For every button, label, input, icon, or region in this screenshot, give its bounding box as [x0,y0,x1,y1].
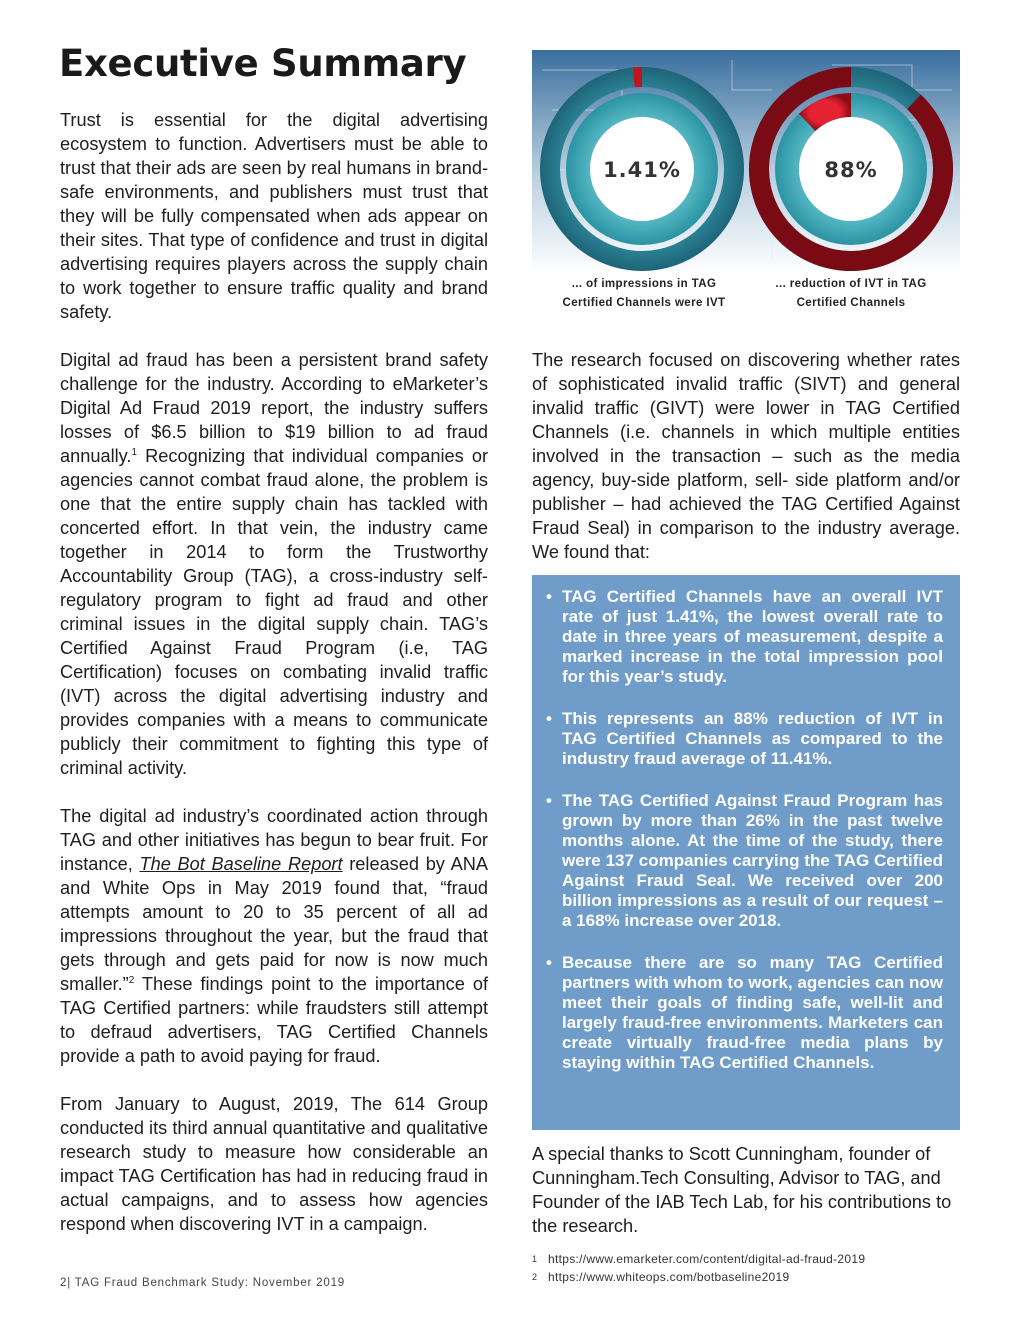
donut2-caption-line1: ... reduction of IVT in TAG [775,278,927,290]
paragraph-trust: Trust is essential for the digital advertising ecosystem to function. Advertisers must be able to trust that their ads are seen by real humans in brand-safe environments, and publishers must trust that they will be fully compensated when ads appear on their sites. That type of confidence and trust in digital advertising requires players across the supply chain to work together to ensure traffic quality and brand safety. [60,110,488,322]
footnote-url-link[interactable]: https://www.emarketer.com/content/digital-ad-fraud-2019 [548,1252,866,1266]
donut1-caption-line2: Certified Channels were IVT [562,297,726,309]
paragraph-coordinated-a: The digital ad industry’s coordinated action through TAG and other initiatives has begun to bear fruit. For instance, [60,806,488,874]
page-title: Executive Summary [59,42,467,85]
donut1-value-label: 1.41% [603,158,681,182]
finding-text: The TAG Certified Against Fraud Program has grown by more than 26% in the past twelve months alone. At the time of the study, there were 137 companies carrying the TAG Certified Against Fraud Seal. We received over 200 billion impressions as a result of our request – a 168% increase over 2018. [562,791,943,930]
donut-infographic [532,50,960,322]
footnote-number: 2 [532,1272,538,1282]
donut-charts [532,50,960,274]
paragraph-ad-fraud-b: Recognizing that individual companies or agencies cannot combat fraud alone, the problem is one that the entire supply chain has tackled with concerted effort. In that vein, the industry came together in 2014 to form the Trustworthy Accountability Group (TAG), a cross-industry self-regulatory program to fight ad fraud and other criminal issues in the digital supply chain. TAG’s Certified Against Fraud Program (i.e, TAG Certification) focuses on combating invalid traffic (IVT) across the digital advertising industry and provides companies with a means to communicate publicly their commitment to fighting this type of criminal activity. [60,446,488,778]
footnotes [532,1250,960,1286]
donut2-caption [746,275,956,313]
footnote-number: 1 [532,1254,538,1264]
paragraph-ad-fraud [60,348,488,780]
bullet-icon: • [546,791,552,810]
bullet-icon: • [546,587,552,606]
footnote-2 [532,1268,960,1286]
finding-item [546,791,943,931]
bullet-icon: • [546,709,552,728]
bullet-icon: • [546,953,552,972]
finding-text: Because there are so many TAG Certified partners with whom to work, agencies can now meet their goals of finding safe, well-lit and largely fraud-free environments. Marketers can create virtually fraud-free media plans by staying within TAG Certified Channels. [562,953,943,1072]
paragraph-research: The research focused on discovering whether rates of sophisticated invalid traffic (SIVT) and general invalid traffic (GIVT) were lower in TAG Certified Channels (i.e. channels in which multiple entities involved in the transaction – such as the media agency, buy-side platform, sell- side platform and/or publisher – had achieved the TAG Certified Against Fraud Seal) in comparison to the industry average. We found that: [532,350,960,562]
right-column [532,348,960,564]
footnote-ref-2: 2 [128,974,135,986]
finding-item [546,587,943,687]
paragraph-ad-fraud-a: Digital ad fraud has been a persistent brand safety challenge for the industry. According to eMarketer’s Digital Ad Fraud 2019 report, the industry suffers losses of $6.5 billion to $19 billion to ad fraud annually. [60,350,488,466]
finding-item [546,709,943,769]
finding-item [546,953,943,1073]
donut1-caption-line1: ... of impressions in TAG [571,278,717,290]
bot-baseline-report-link[interactable]: The Bot Baseline Report [139,854,343,874]
acknowledgement: A special thanks to Scott Cunningham, founder of Cunningham.Tech Consulting, Advisor to TAG, and Founder of the IAB Tech Lab, for his contributions to the research. [532,1144,952,1236]
finding-text: This represents an 88% reduction of IVT in TAG Certified Channels as compared to the industry fraud average of 11.41%. [562,709,943,768]
left-column [60,108,488,1260]
footnote-ref-1: 1 [131,446,138,458]
paragraph-study: From January to August, 2019, The 614 Group conducted its third annual quantitative and qualitative research study to measure how considerable an impact TAG Certification has had in reducing fraud in actual campaigns, and to assess how agencies respond when discovering IVT in a campaign. [60,1094,488,1234]
footnote-1 [532,1250,960,1268]
findings-list [546,587,943,1073]
donut2-value-label: 88% [824,158,878,182]
finding-text: TAG Certified Channels have an overall IVT rate of just 1.41%, the lowest overall rate to date in three years of measurement, despite a marked increase in the total impression pool for this year’s study. [562,587,943,686]
paragraph-coordinated-b: released by ANA and White Ops in May 2019 found that, “fraud attempts amount to 20 to 35 percent of all ad impressions throughout the year, but the fraud that gets through and gets paid for now is now much smaller.” [60,854,488,994]
findings-box [532,575,960,1130]
paragraph-coordinated-c: These findings point to the importance of TAG Certified partners: while fraudsters still attempt to defraud advertisers, TAG Certified Channels provide a path to avoid paying for fraud. [60,974,488,1066]
footnote-url-link[interactable]: https://www.whiteops.com/botbaseline2019 [548,1270,790,1284]
donut2-caption-line2: Certified Channels [796,297,906,309]
page-footer: 2| TAG Fraud Benchmark Study: November 2019 [60,1277,345,1289]
donut1-caption [540,275,748,313]
paragraph-coordinated-action [60,804,488,1068]
